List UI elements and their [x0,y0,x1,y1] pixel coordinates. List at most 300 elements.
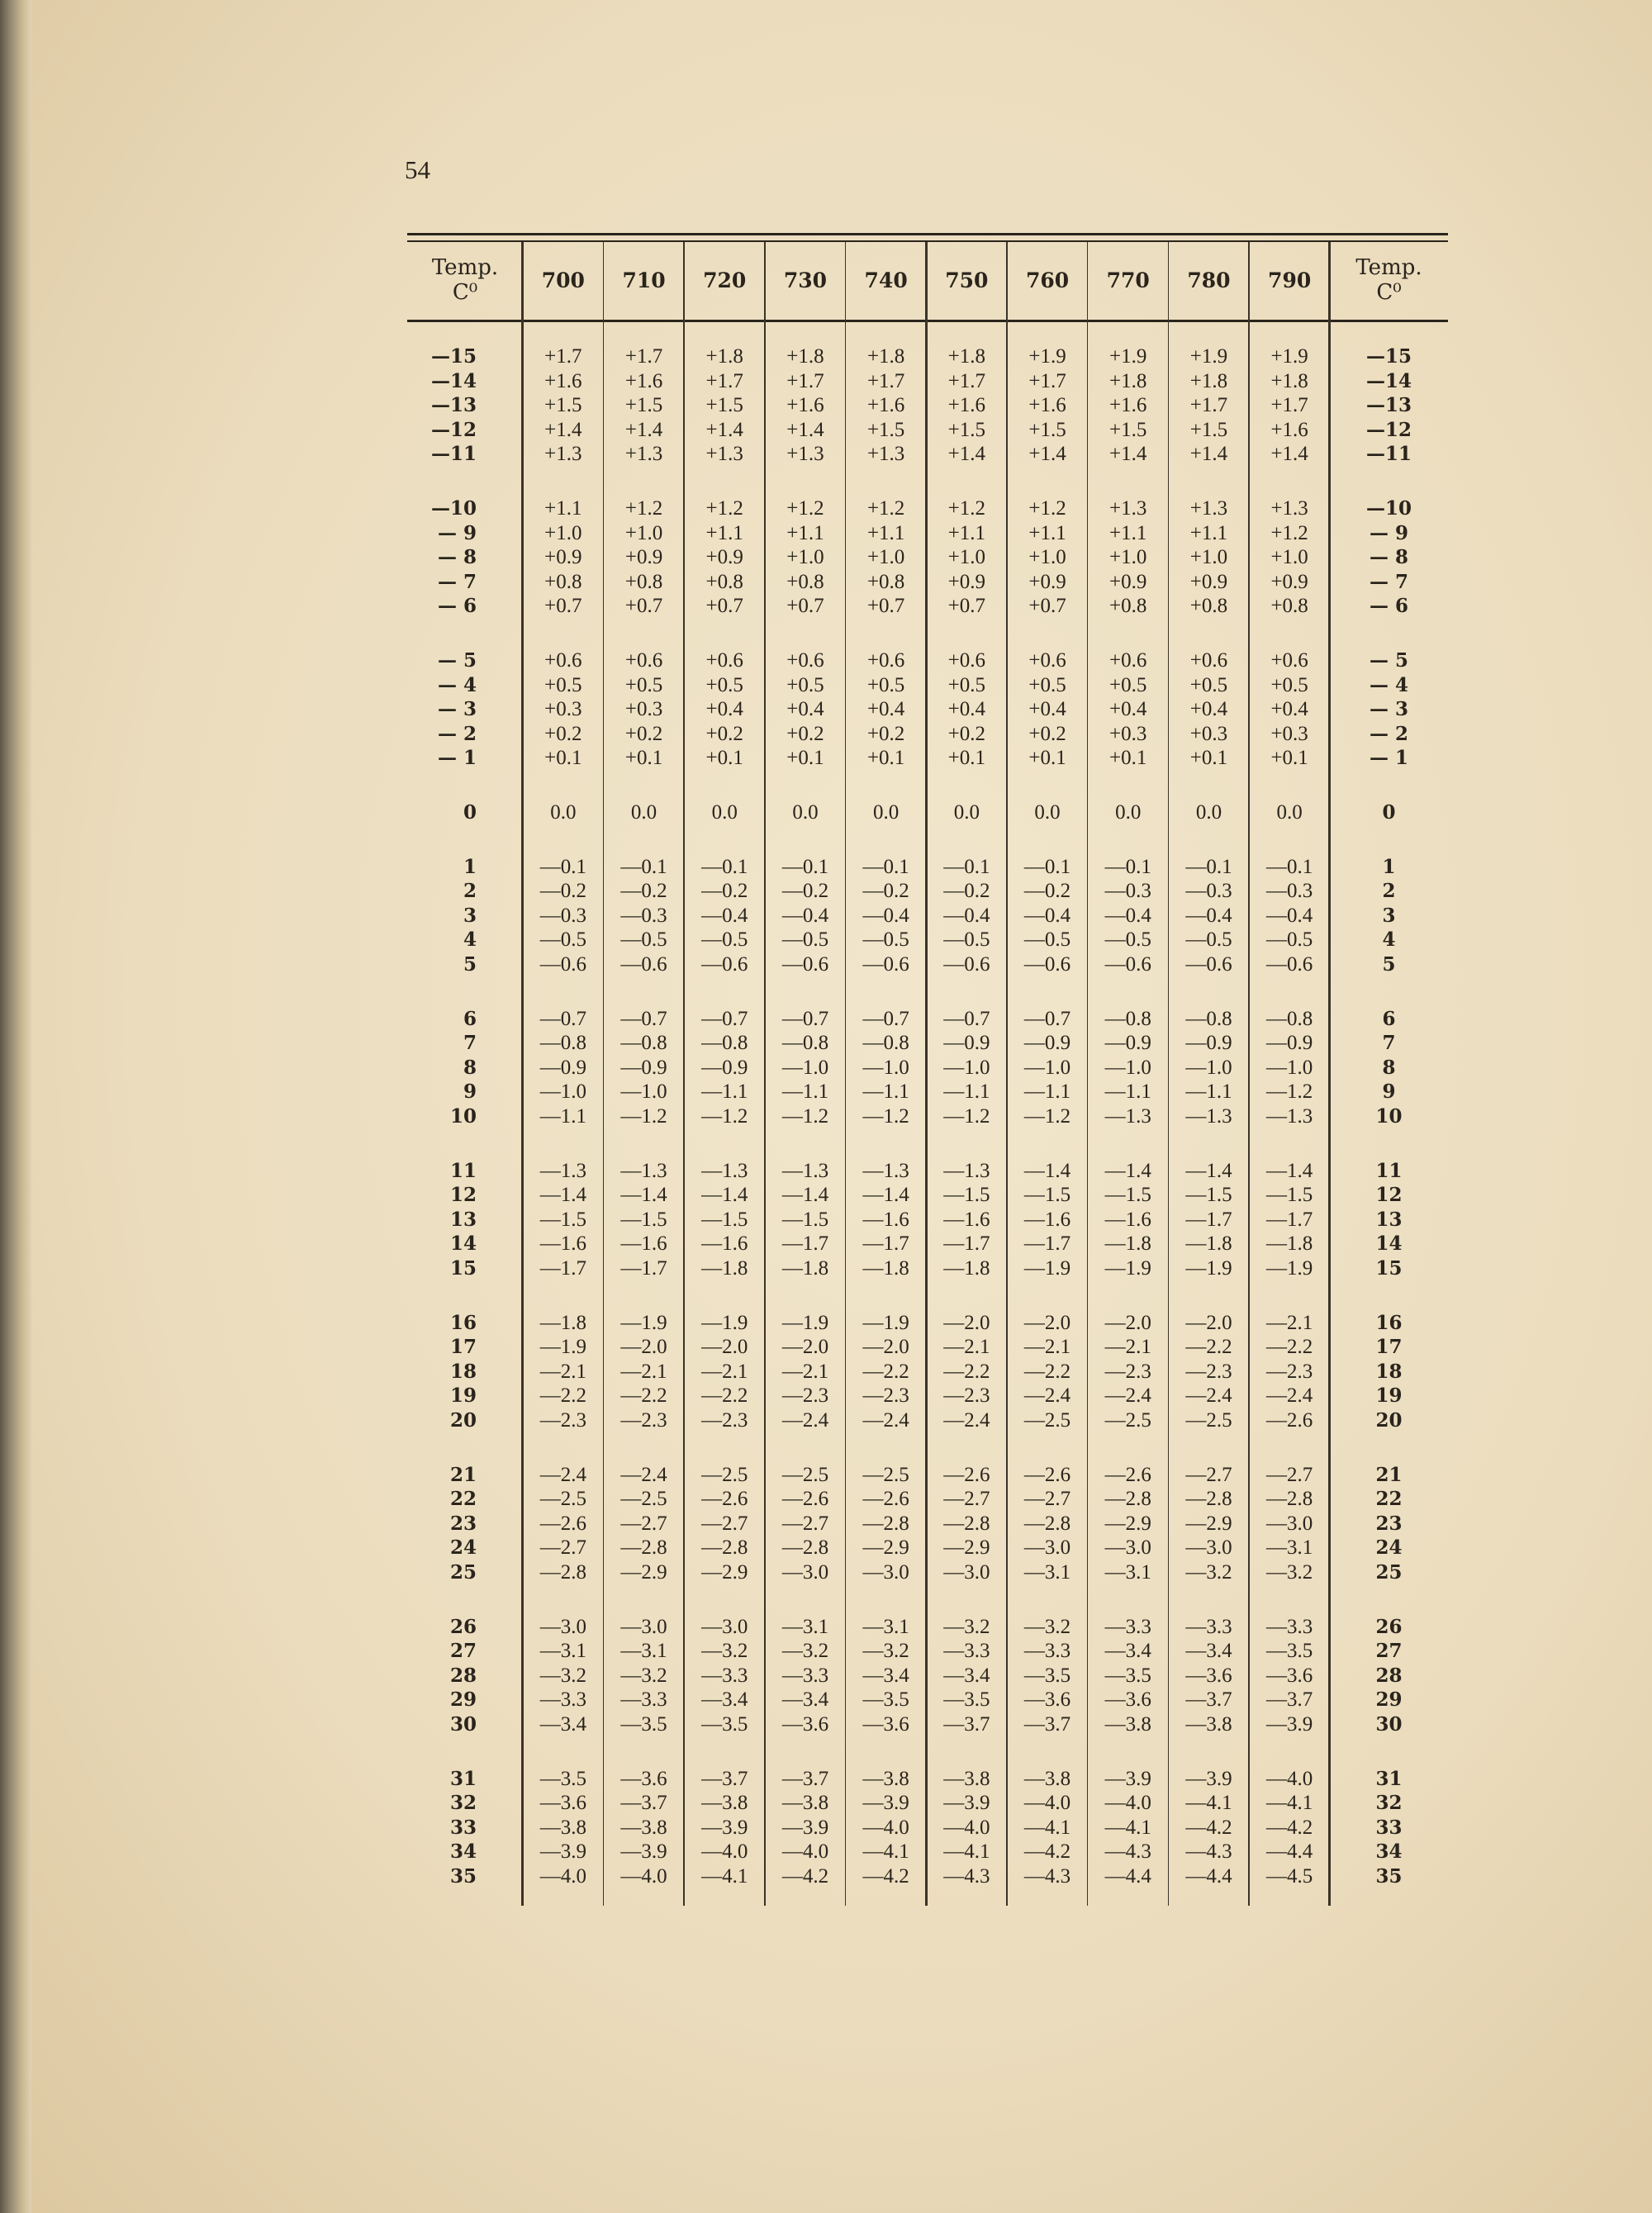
value-cell: —1.0 [1185,1056,1232,1079]
table-row [407,1767,1448,1791]
value-cell: +0.9 [947,570,986,593]
row-temp-right: 0 [1382,801,1396,824]
row-temp-right: 15 [1375,1257,1403,1280]
value-cell: —1.9 [1023,1257,1071,1280]
value-cell: +1.7 [786,369,824,392]
value-cell: —3.9 [943,1792,990,1815]
value-cell: +1.6 [1028,394,1066,417]
header-temp-right-label: Temp. [1355,255,1422,281]
value-cell: —0.6 [781,953,829,976]
value-cell: +1.7 [544,345,582,368]
table-row [407,1864,1448,1888]
value-cell: —1.2 [862,1105,909,1128]
value-cell: —3.0 [1185,1536,1232,1560]
value-cell: —0.4 [862,904,909,927]
value-cell: —2.2 [701,1384,748,1408]
value-cell: —3.6 [862,1713,909,1736]
value-cell: +1.1 [947,521,986,544]
value-cell: +1.2 [947,497,986,520]
value-cell: —2.2 [862,1360,909,1383]
table-row [407,1512,1448,1536]
value-cell: +0.6 [1109,649,1147,672]
value-cell: 0.0 [953,801,980,824]
value-cell: +1.4 [1270,443,1308,466]
value-cell: —2.5 [1185,1409,1232,1432]
value-cell: —2.3 [539,1409,586,1432]
value-cell: —1.5 [1023,1184,1071,1207]
value-cell: —0.4 [943,904,990,927]
row-temp-left: —13 [430,394,477,417]
value-cell: —1.8 [539,1311,586,1334]
value-cell: +1.9 [1109,345,1147,368]
value-cell: —2.8 [862,1512,909,1535]
value-cell: —1.9 [620,1311,667,1334]
row-temp-left: 28 [449,1664,477,1687]
row-temp-left: 4 [463,928,477,952]
value-cell: 0.0 [711,801,738,824]
value-cell: —4.0 [1266,1767,1313,1790]
value-cell: —0.2 [539,880,586,903]
value-cell: —2.2 [620,1384,667,1408]
value-cell: —0.1 [1185,855,1232,878]
row-temp-right: 22 [1375,1488,1403,1511]
header-temp-left [407,242,523,320]
value-cell: —0.3 [1266,880,1313,903]
table-row [407,1256,1448,1280]
value-cell: +1.8 [947,345,986,368]
table-row [407,369,1448,393]
value-cell: +1.4 [705,418,743,441]
value-cell: +1.5 [947,418,986,441]
value-cell: +1.4 [947,443,986,466]
value-cell: —1.5 [781,1208,829,1231]
value-cell: —3.2 [862,1640,909,1663]
row-temp-right: 5 [1382,953,1396,976]
value-cell: —3.1 [1266,1536,1313,1560]
value-cell: +1.0 [624,521,663,544]
value-cell: —2.1 [539,1360,586,1383]
header-pressure-770: 770 [1106,268,1150,292]
value-cell: —1.7 [620,1257,667,1280]
row-temp-right: 29 [1375,1688,1403,1712]
row-temp-right: 6 [1382,1007,1396,1030]
value-cell: —3.8 [862,1767,909,1790]
value-cell: —2.1 [1023,1336,1071,1359]
value-cell: +1.7 [705,369,743,392]
row-temp-left: 5 [463,953,477,976]
value-cell: +0.8 [866,570,905,593]
value-cell: —0.2 [862,880,909,903]
value-cell: —2.7 [620,1512,667,1535]
value-cell: —1.3 [701,1159,748,1182]
row-temp-right: 28 [1375,1664,1403,1687]
value-cell: —1.4 [862,1184,909,1207]
value-cell: —3.5 [1104,1664,1151,1687]
value-cell: —0.1 [539,855,586,878]
value-cell: +0.8 [1270,595,1308,618]
value-cell: —0.6 [1104,953,1151,976]
value-cell: —2.3 [1104,1360,1151,1383]
value-cell: —1.7 [862,1232,909,1256]
value-cell: —0.9 [701,1056,748,1079]
value-cell: —1.5 [1266,1184,1313,1207]
value-cell: +1.3 [705,443,743,466]
table-row [407,1615,1448,1639]
value-cell: —3.7 [620,1792,667,1815]
table-row [407,673,1448,697]
value-cell: —1.9 [1266,1257,1313,1280]
value-cell: —2.9 [1185,1512,1232,1535]
value-cell: —2.0 [1104,1311,1151,1334]
value-cell: —2.5 [862,1463,909,1486]
value-cell: —1.9 [539,1336,586,1359]
value-cell: —3.9 [620,1840,667,1864]
value-cell: +0.6 [1270,649,1308,672]
row-temp-right: 30 [1375,1713,1403,1736]
value-cell: —3.1 [862,1615,909,1638]
value-cell: —1.2 [1023,1105,1071,1128]
value-cell: +1.1 [1189,521,1228,544]
row-temp-right: 33 [1375,1816,1403,1839]
value-cell: —0.4 [1104,904,1151,927]
value-cell: —2.2 [1185,1336,1232,1359]
value-cell: +1.6 [544,369,582,392]
row-temp-left: 8 [463,1056,477,1079]
value-cell: +1.5 [1109,418,1147,441]
value-cell: +0.6 [1189,649,1228,672]
row-temp-right: 24 [1375,1536,1403,1560]
value-cell: —3.2 [701,1640,748,1663]
value-cell: —3.9 [1104,1767,1151,1790]
value-cell: —2.4 [620,1463,667,1486]
value-cell: +1.2 [1270,521,1308,544]
row-temp-left: — 8 [437,546,477,569]
value-cell: —2.0 [1185,1311,1232,1334]
value-cell: —1.1 [943,1080,990,1104]
header-pressure-740: 740 [864,268,908,292]
value-cell: +1.1 [786,521,824,544]
row-temp-left: 20 [449,1409,477,1432]
row-temp-right: 21 [1375,1463,1403,1486]
value-cell: —2.4 [1023,1384,1071,1408]
value-cell: —2.0 [1023,1311,1071,1334]
row-temp-right: — 8 [1369,546,1408,569]
table-row [407,1311,1448,1335]
value-cell: —3.8 [781,1792,829,1815]
value-cell: —1.2 [1266,1080,1313,1104]
value-cell: —1.0 [862,1056,909,1079]
value-cell: —1.7 [539,1257,586,1280]
value-cell: +0.1 [1109,747,1147,770]
value-cell: —2.9 [943,1536,990,1560]
value-cell: —1.5 [943,1184,990,1207]
value-cell: +0.8 [705,570,743,593]
value-cell: +1.1 [866,521,905,544]
value-cell: +1.2 [786,497,824,520]
value-cell: —1.5 [539,1208,586,1231]
value-cell: +0.1 [866,747,905,770]
value-cell: —0.1 [943,855,990,878]
row-temp-right: 19 [1375,1384,1403,1408]
value-cell: —0.7 [1023,1007,1071,1030]
value-cell: +0.4 [1189,698,1228,721]
table-row [407,344,1448,368]
value-cell: +1.7 [1189,394,1228,417]
value-cell: —2.8 [943,1512,990,1535]
value-cell: —3.0 [701,1615,748,1638]
value-cell: —1.8 [862,1257,909,1280]
value-cell: —2.2 [1266,1336,1313,1359]
value-cell: +0.8 [624,570,663,593]
value-cell: +1.3 [866,443,905,466]
value-cell: +1.6 [866,394,905,417]
value-cell: —3.1 [781,1615,829,1638]
row-temp-right: 13 [1375,1208,1403,1231]
row-temp-left: — 4 [437,673,477,696]
table-row [407,418,1448,442]
value-cell: —1.6 [943,1208,990,1231]
value-cell: —0.7 [781,1007,829,1030]
value-cell: —2.2 [539,1384,586,1408]
value-cell: —0.9 [539,1056,586,1079]
row-temp-left: 15 [449,1257,477,1280]
row-temp-right: 32 [1375,1792,1403,1815]
row-temp-left: 11 [449,1159,477,1182]
value-cell: —1.3 [620,1159,667,1182]
value-cell: +0.2 [786,722,824,745]
value-cell: —3.0 [781,1561,829,1584]
value-cell: —2.5 [1104,1409,1151,1432]
value-cell: —2.8 [1023,1512,1071,1535]
value-cell: —3.7 [781,1767,829,1790]
value-cell: —2.8 [620,1536,667,1560]
value-cell: —2.4 [862,1409,909,1432]
value-cell: +1.6 [947,394,986,417]
table-row [407,393,1448,417]
value-cell: —1.4 [620,1184,667,1207]
value-cell: —0.3 [539,904,586,927]
value-cell: —4.0 [781,1840,829,1864]
value-cell: +0.1 [1028,747,1066,770]
value-cell: —4.3 [1185,1840,1232,1864]
value-cell: —2.6 [1104,1463,1151,1486]
value-cell: —0.7 [620,1007,667,1030]
value-cell: +0.6 [866,649,905,672]
value-cell: +0.9 [544,546,582,569]
value-cell: —2.0 [862,1336,909,1359]
value-cell: —2.8 [539,1561,586,1584]
row-temp-left: 10 [449,1105,477,1128]
table-row [407,1791,1448,1815]
row-temp-right: —12 [1365,418,1412,441]
value-cell: +1.3 [1270,497,1308,520]
value-cell: —3.8 [1185,1713,1232,1736]
value-cell: +1.4 [1189,443,1228,466]
value-cell: —4.0 [539,1865,586,1888]
value-cell: —2.9 [1104,1512,1151,1535]
value-cell: —4.0 [701,1840,748,1864]
value-cell: —0.9 [1266,1032,1313,1055]
row-temp-left: 30 [449,1713,477,1736]
value-cell: +1.7 [624,345,663,368]
value-cell: +0.8 [544,570,582,593]
value-cell: —1.8 [1104,1232,1151,1256]
value-cell: +0.7 [947,595,986,618]
value-cell: +1.3 [786,443,824,466]
value-cell: —3.7 [1185,1688,1232,1712]
table-row [407,928,1448,952]
value-cell: —1.1 [539,1105,586,1128]
value-cell: —0.5 [539,928,586,952]
value-cell: —1.9 [1104,1257,1151,1280]
value-cell: —3.9 [539,1840,586,1864]
value-cell: —3.7 [1266,1688,1313,1712]
value-cell: —3.9 [862,1792,909,1815]
row-temp-right: 8 [1382,1056,1396,1079]
value-cell: —0.2 [781,880,829,903]
table-row [407,1183,1448,1207]
row-temp-left: 1 [463,855,477,878]
value-cell: —2.2 [943,1360,990,1383]
value-cell: —1.7 [781,1232,829,1256]
value-cell: —0.1 [620,855,667,878]
value-cell: +0.3 [1189,722,1228,745]
value-cell: +0.7 [1028,595,1066,618]
value-cell: +0.5 [1270,673,1308,696]
value-cell: —4.2 [1023,1840,1071,1864]
row-temp-left: —14 [430,369,477,392]
value-cell: —1.4 [1104,1159,1151,1182]
value-cell: +1.9 [1028,345,1066,368]
value-cell: —2.4 [1104,1384,1151,1408]
row-temp-left: 29 [449,1688,477,1712]
value-cell: —2.6 [781,1488,829,1511]
header-pressure-700: 700 [541,268,585,292]
table-row [407,1408,1448,1432]
value-cell: —0.2 [701,880,748,903]
row-temp-left: 7 [463,1032,477,1055]
table-row [407,904,1448,928]
value-cell: —2.5 [701,1463,748,1486]
value-cell: —4.0 [943,1816,990,1839]
value-cell: —3.5 [620,1713,667,1736]
value-cell: +0.3 [544,698,582,721]
value-cell: +0.4 [866,698,905,721]
value-cell: +1.0 [544,521,582,544]
value-cell: —1.4 [781,1184,829,1207]
value-cell: —3.2 [781,1640,829,1663]
value-cell: +0.4 [705,698,743,721]
value-cell: —3.2 [1266,1561,1313,1584]
row-temp-right: 23 [1375,1512,1403,1535]
row-temp-left: — 1 [437,747,477,770]
value-cell: —2.9 [620,1561,667,1584]
value-cell: +1.3 [1109,497,1147,520]
value-cell: —0.9 [943,1032,990,1055]
value-cell: —3.7 [701,1767,748,1790]
value-cell: +1.3 [624,443,663,466]
value-cell: —1.0 [1023,1056,1071,1079]
value-cell: —1.4 [1023,1159,1071,1182]
value-cell: —2.3 [781,1384,829,1408]
value-cell: +0.3 [1270,722,1308,745]
value-cell: —3.3 [701,1664,748,1687]
value-cell: —0.9 [1104,1032,1151,1055]
value-cell: —1.5 [701,1208,748,1231]
value-cell: —2.3 [862,1384,909,1408]
table-row [407,1816,1448,1840]
value-cell: —0.5 [862,928,909,952]
value-cell: +0.6 [786,649,824,672]
value-cell: —1.6 [1104,1208,1151,1231]
header-temp-left-unit: C⁰ [452,280,478,305]
value-cell: —2.4 [943,1409,990,1432]
value-cell: +0.5 [786,673,824,696]
value-cell: +1.9 [1189,345,1228,368]
value-cell: —0.3 [1185,880,1232,903]
value-cell: +0.2 [705,722,743,745]
value-cell: —2.6 [862,1488,909,1511]
value-cell: —0.1 [862,855,909,878]
value-cell: +0.3 [624,698,663,721]
value-cell: —1.8 [1185,1232,1232,1256]
value-cell: —3.5 [862,1688,909,1712]
value-cell: +0.5 [1109,673,1147,696]
table-row [407,442,1448,466]
row-temp-left: 16 [449,1311,477,1334]
value-cell: —1.0 [1266,1056,1313,1079]
value-cell: —3.3 [1185,1615,1232,1638]
value-cell: —1.1 [1185,1080,1232,1104]
value-cell: —1.3 [943,1159,990,1182]
value-cell: +1.1 [1109,521,1147,544]
value-cell: —2.3 [1185,1360,1232,1383]
table-row [407,855,1448,879]
value-cell: —3.1 [539,1640,586,1663]
value-cell: —2.7 [1023,1488,1071,1511]
row-temp-left: 3 [463,904,477,927]
value-cell: +1.6 [624,369,663,392]
value-cell: +0.7 [866,595,905,618]
value-cell: +0.8 [786,570,824,593]
value-cell: +0.4 [947,698,986,721]
value-cell: +0.9 [1109,570,1147,593]
value-cell: —1.7 [1185,1208,1232,1231]
value-cell: —0.1 [701,855,748,878]
row-temp-left: — 5 [437,649,477,672]
value-cell: —0.5 [620,928,667,952]
value-cell: 0.0 [1276,801,1303,824]
value-cell: —1.1 [1104,1080,1151,1104]
value-cell: —0.1 [781,855,829,878]
value-cell: —2.6 [943,1463,990,1486]
value-cell: —0.5 [943,928,990,952]
value-cell: —0.8 [1266,1007,1313,1030]
value-cell: —4.2 [1266,1816,1313,1839]
value-cell: +1.4 [786,418,824,441]
value-cell: —2.9 [862,1536,909,1560]
value-cell: —1.6 [620,1232,667,1256]
value-cell: —2.7 [1266,1463,1313,1486]
row-temp-left: — 6 [437,595,477,618]
value-cell: —1.0 [781,1056,829,1079]
value-cell: +1.2 [866,497,905,520]
value-cell: —1.1 [781,1080,829,1104]
value-cell: +0.1 [1189,747,1228,770]
header-pressure-720: 720 [703,268,747,292]
value-cell: —0.5 [701,928,748,952]
value-cell: —1.3 [781,1159,829,1182]
